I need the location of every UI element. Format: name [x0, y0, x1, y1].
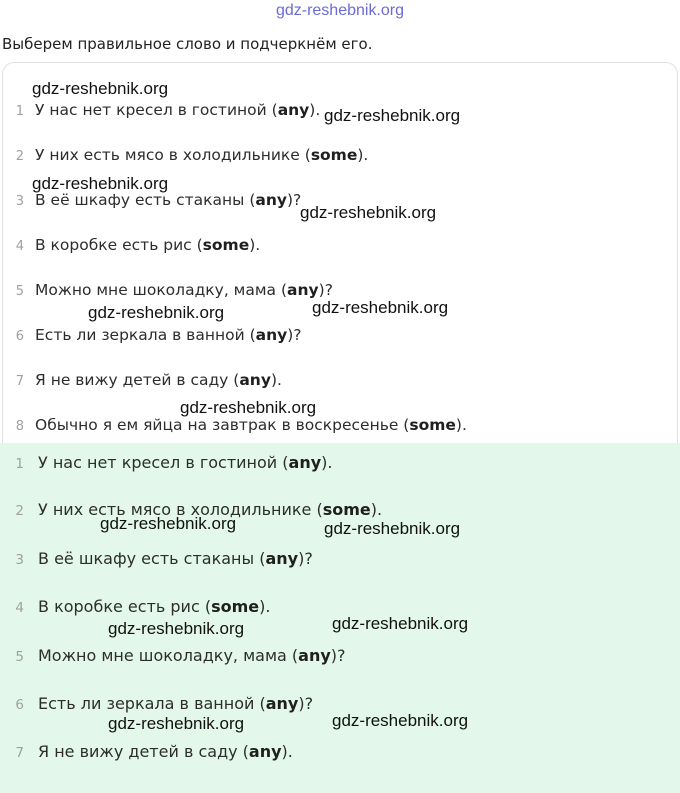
- item-sentence: Я не вижу детей в саду (any).: [38, 742, 293, 761]
- selected-word: any: [298, 646, 331, 665]
- selected-word: any: [265, 549, 299, 568]
- item-sentence: Обычно я ем яйца на завтрак в воскресенье (some).: [35, 416, 467, 434]
- item-number: 6: [15, 697, 24, 713]
- watermark: gdz-reshebnik.org: [324, 519, 461, 538]
- item-number: 3: [15, 552, 24, 568]
- item-sentence: Можно мне шоколадку, мама (any)?: [35, 281, 333, 299]
- selected-word: any: [265, 694, 299, 713]
- site-header[interactable]: gdz-reshebnik.org: [275, 2, 405, 19]
- watermark: gdz-reshebnik.org: [100, 514, 237, 533]
- item-number: 8: [15, 419, 24, 434]
- watermark: gdz-reshebnik.org: [32, 174, 169, 193]
- item-number: 3: [15, 194, 24, 209]
- item-sentence: В коробке есть рис (some).: [38, 597, 271, 616]
- instruction-text: Выберем правильное слово и подчеркнём его.: [2, 35, 373, 53]
- selected-word: some: [310, 146, 358, 164]
- item-number: 1: [15, 104, 24, 119]
- watermark: gdz-reshebnik.org: [332, 614, 469, 633]
- watermark: gdz-reshebnik.org: [332, 711, 469, 730]
- watermark: gdz-reshebnik.org: [300, 203, 437, 222]
- selected-word: some: [409, 416, 456, 434]
- item-sentence: У нас нет кресел в гостиной (any).: [38, 453, 333, 472]
- selected-word: any: [248, 742, 282, 761]
- item-number: 4: [15, 239, 24, 254]
- selected-word: any: [287, 281, 319, 299]
- selected-word: any: [255, 326, 288, 344]
- watermark: gdz-reshebnik.org: [32, 79, 169, 98]
- watermark: gdz-reshebnik.org: [108, 714, 245, 733]
- item-sentence: У нас нет кресел в гостиной (any).: [35, 101, 321, 119]
- item-number: 1: [15, 456, 24, 472]
- watermark: gdz-reshebnik.org: [324, 106, 461, 125]
- item-sentence: Есть ли зеркала в ванной (any)?: [35, 326, 302, 344]
- selected-word: any: [277, 101, 310, 119]
- item-number: 2: [15, 503, 24, 519]
- item-sentence: В её шкафу есть стаканы (any)?: [38, 549, 313, 568]
- watermark: gdz-reshebnik.org: [180, 398, 317, 417]
- item-sentence: Я не вижу детей в саду (any).: [35, 371, 282, 389]
- item-number: 7: [15, 374, 24, 389]
- item-sentence: В коробке есть рис (some).: [35, 236, 261, 254]
- item-number: 5: [15, 649, 24, 665]
- watermark: gdz-reshebnik.org: [108, 619, 245, 638]
- item-number: 7: [15, 745, 24, 761]
- item-sentence: Можно мне шоколадку, мама (any)?: [38, 646, 346, 665]
- item-number: 6: [15, 329, 24, 344]
- watermark: gdz-reshebnik.org: [88, 303, 225, 322]
- item-sentence: У них есть мясо в холодильнике (some).: [35, 146, 369, 164]
- selected-word: any: [288, 453, 322, 472]
- item-sentence: В её шкафу есть стаканы (any)?: [35, 191, 302, 209]
- selected-word: some: [211, 597, 260, 616]
- item-sentence: У них есть мясо в холодильнике (some).: [38, 500, 383, 519]
- item-number: 4: [15, 600, 24, 616]
- item-number: 5: [15, 284, 24, 299]
- watermark: gdz-reshebnik.org: [312, 298, 449, 317]
- selected-word: some: [202, 236, 250, 254]
- selected-word: some: [322, 500, 371, 519]
- item-sentence: Есть ли зеркала в ванной (any)?: [38, 694, 314, 713]
- selected-word: any: [239, 371, 271, 389]
- selected-word: any: [255, 191, 287, 209]
- item-number: 2: [15, 149, 24, 164]
